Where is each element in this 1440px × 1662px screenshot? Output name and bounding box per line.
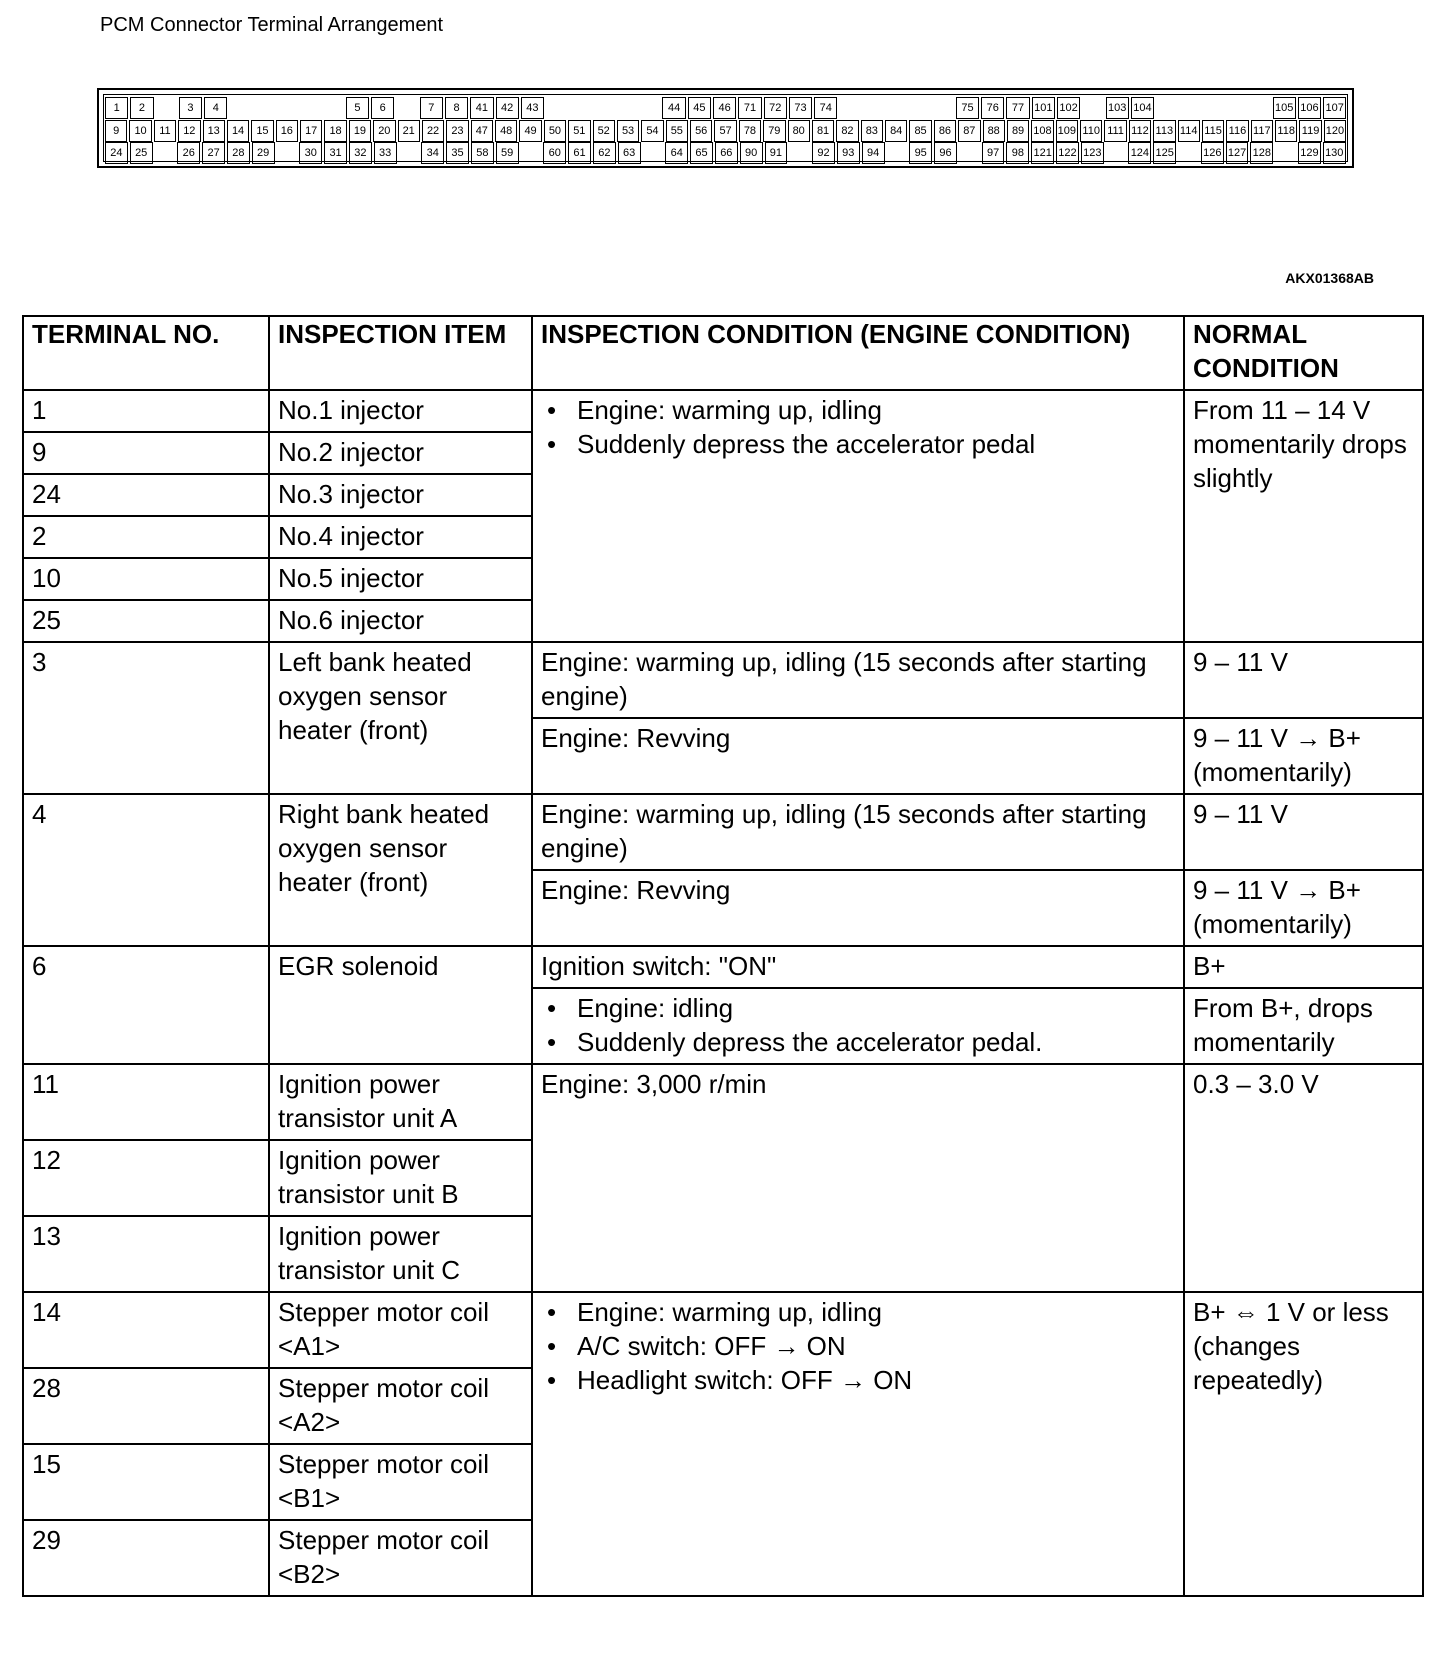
connector-pin: 12 [178,120,200,142]
header-terminal-no: TERMINAL NO. [23,316,269,390]
connector-gap [1275,142,1296,164]
connector-pin: 59 [496,142,519,164]
normal-condition: 9 – 11 V → B+ (momentarily) [1184,870,1423,946]
connector-pin: 115 [1202,120,1224,142]
terminal-inspection-table [22,315,1424,1597]
connector-pin: 80 [788,120,810,142]
connector-pin: 82 [836,120,858,142]
terminal-no: 1 [23,390,269,432]
connector-pin: 3 [179,97,202,119]
inspection-condition: Engine: warming up, idling (15 seconds after starting engine) [532,642,1184,718]
connector-pin: 127 [1226,142,1249,164]
connector-pin: 84 [885,120,907,142]
connector-pin: 112 [1129,120,1151,142]
connector-gap [276,97,297,119]
connector-pin: 118 [1275,120,1297,142]
condition-bullet: • Engine: idling [541,991,1175,1025]
page-title: PCM Connector Terminal Arrangement [100,14,444,36]
terminal-no: 4 [23,794,269,946]
connector-pin: 65 [690,142,713,164]
connector-pin: 35 [446,142,469,164]
connector-gap [521,142,542,164]
connector-pin: 76 [981,97,1004,119]
connector-pin: 17 [300,120,322,142]
normal-condition: 9 – 11 V [1184,794,1423,870]
inspection-item: Stepper motor coil <B1> [269,1444,532,1520]
connector-pin: 53 [617,120,639,142]
inspection-item: No.5 injector [269,558,532,600]
connector-pin: 10 [129,120,151,142]
connector-pin: 90 [740,142,763,164]
connector-gap [593,97,614,119]
inspection-item: No.3 injector [269,474,532,516]
inspection-item: Right bank heated oxygen sensor heater (front) [269,794,532,946]
inspection-item: Ignition power transistor unit A [269,1064,532,1140]
connector-gap [253,97,274,119]
connector-pin: 46 [713,97,736,119]
connector-pin: 18 [324,120,346,142]
connector-gap [959,142,980,164]
connector-gap [789,142,810,164]
connector-pin: 5 [346,97,369,119]
inspection-item: Ignition power transistor unit C [269,1216,532,1292]
connector-gap [643,142,664,164]
inspection-item: Stepper motor coil <B2> [269,1520,532,1596]
inspection-item: No.4 injector [269,516,532,558]
connector-pin: 42 [496,97,519,119]
connector-pin: 122 [1056,142,1079,164]
connector-pin: 6 [371,97,394,119]
table-row [23,390,1423,432]
normal-condition: 9 – 11 V [1184,642,1423,718]
inspection-item: Stepper motor coil <A1> [269,1292,532,1368]
connector-pin: 125 [1153,142,1176,164]
connector-pin: 111 [1104,120,1126,142]
connector-pin: 23 [446,120,468,142]
connector-gap [155,142,176,164]
connector-pin: 93 [837,142,860,164]
connector-pin: 91 [765,142,788,164]
connector-pin: 96 [934,142,957,164]
connector-gap [1082,97,1103,119]
inspection-condition [532,1292,1184,1596]
connector-pin: 22 [422,120,444,142]
table-row [23,1064,1423,1140]
inspection-condition: Engine: warming up, idling (15 seconds after starting engine) [532,794,1184,870]
connector-pin: 47 [471,120,493,142]
connector-pin: 2 [130,97,153,119]
connector-pin: 66 [715,142,738,164]
connector-pin: 74 [814,97,837,119]
connector-pin: 52 [593,120,615,142]
connector-gap [1178,142,1199,164]
connector-pin: 102 [1057,97,1080,119]
connector-gap [886,97,907,119]
connector-pin: 71 [738,97,761,119]
connector-pin: 54 [641,120,663,142]
connector-pin: 44 [662,97,685,119]
inspection-item: Stepper motor coil <A2> [269,1368,532,1444]
connector-gap [863,97,884,119]
connector-pin: 58 [471,142,494,164]
terminal-no: 15 [23,1444,269,1520]
connector-gap [639,97,660,119]
connector-pin: 11 [154,120,176,142]
header-inspection-item: INSPECTION ITEM [269,316,532,390]
terminal-no: 11 [23,1064,269,1140]
connector-pin: 89 [1007,120,1029,142]
connector-pin: 1 [105,97,128,119]
connector-gap [156,97,177,119]
inspection-item: Left bank heated oxygen sensor heater (front) [269,642,532,794]
normal-condition: B+ [1184,946,1423,988]
figure-code: AKX01368AB [1285,270,1374,286]
connector-pin: 123 [1081,142,1104,164]
connector-pin: 15 [251,120,273,142]
inspection-item: No.6 injector [269,600,532,642]
connector-pin: 113 [1153,120,1175,142]
connector-gap [839,97,860,119]
table-row [23,642,1423,718]
connector-pin: 75 [956,97,979,119]
connector-pin: 62 [593,142,616,164]
connector-pin: 79 [763,120,785,142]
connector-pin: 61 [568,142,591,164]
connector-pin: 64 [665,142,688,164]
terminal-no: 29 [23,1520,269,1596]
header-normal-condition: NORMAL CONDITION [1184,316,1423,390]
inspection-condition [532,988,1184,1064]
connector-gap [1203,97,1224,119]
connector-pin: 14 [227,120,249,142]
connector-row-3 [104,142,1347,164]
connector-pin: 85 [909,120,931,142]
terminal-no: 9 [23,432,269,474]
connector-pin: 114 [1178,120,1200,142]
connector-pin: 7 [420,97,443,119]
connector-pin: 130 [1323,142,1346,164]
connector-pin: 57 [714,120,736,142]
connector-pin: 105 [1273,97,1296,119]
connector-pin: 48 [495,120,517,142]
normal-condition: From 11 – 14 V momentarily drops slightly [1184,390,1423,642]
connector-gap [569,97,590,119]
connector-pin: 30 [299,142,322,164]
connector-pin: 24 [105,142,128,164]
connector-pin: 92 [812,142,835,164]
connector-pin: 73 [789,97,812,119]
table-row [23,1292,1423,1368]
inspection-item: No.1 injector [269,390,532,432]
connector-gap [1226,97,1247,119]
table-row [23,794,1423,870]
connector-gap [399,142,420,164]
condition-bullet: • A/C switch: OFF → ON [541,1329,1175,1363]
condition-bullet: • Suddenly depress the accelerator pedal [541,427,1175,461]
connector-pin: 88 [983,120,1005,142]
normal-condition: B+ ⇔ 1 V or less (changes repeatedly) [1184,1292,1423,1596]
pcm-connector-diagram [97,88,1354,168]
connector-pin: 20 [373,120,395,142]
connector-pin: 29 [252,142,275,164]
connector-pin: 56 [690,120,712,142]
connector-gap [1179,97,1200,119]
connector-pin: 21 [398,120,420,142]
connector-pin: 13 [203,120,225,142]
connector-pin: 63 [618,142,641,164]
connector-pin: 126 [1201,142,1224,164]
terminal-no: 3 [23,642,269,794]
connector-gap [1106,142,1127,164]
inspection-item: EGR solenoid [269,946,532,1064]
connector-pin: 25 [130,142,153,164]
terminal-no: 10 [23,558,269,600]
connector-pin: 9 [105,120,127,142]
normal-condition: 0.3 – 3.0 V [1184,1064,1423,1292]
connector-pin: 72 [764,97,787,119]
connector-pin: 107 [1323,97,1346,119]
connector-pin: 26 [177,142,200,164]
connector-pin: 95 [909,142,932,164]
connector-gap [616,97,637,119]
connector-pin: 121 [1031,142,1054,164]
connector-pin: 116 [1226,120,1248,142]
connector-pin: 43 [521,97,544,119]
connector-pin: 87 [958,120,980,142]
connector-pin: 49 [519,120,541,142]
connector-pin: 55 [666,120,688,142]
table-row [23,946,1423,988]
normal-condition: 9 – 11 V → B+ (momentarily) [1184,718,1423,794]
condition-bullet: • Engine: warming up, idling [541,393,1175,427]
connector-pin: 60 [543,142,566,164]
connector-gap [396,97,417,119]
terminal-no: 6 [23,946,269,1064]
connector-pin: 108 [1031,120,1053,142]
condition-bullet: • Suddenly depress the accelerator pedal. [541,1025,1175,1059]
connector-pin: 28 [227,142,250,164]
connector-gap [277,142,298,164]
terminal-no: 28 [23,1368,269,1444]
inspection-condition: Ignition switch: "ON" [532,946,1184,988]
inspection-item: No.2 injector [269,432,532,474]
connector-pin: 110 [1080,120,1102,142]
connector-row-2 [104,120,1347,142]
connector-pin: 104 [1131,97,1154,119]
connector-pin: 86 [934,120,956,142]
connector-gap [933,97,954,119]
connector-pin: 45 [688,97,711,119]
connector-pin: 19 [349,120,371,142]
connector-row-1 [104,97,1347,119]
connector-pin: 78 [739,120,761,142]
connector-pin: 8 [445,97,468,119]
condition-bullet: • Engine: warming up, idling [541,1295,1175,1329]
connector-pin: 33 [374,142,397,164]
terminal-no: 14 [23,1292,269,1368]
inspection-condition [532,390,1184,642]
connector-pin: 109 [1056,120,1078,142]
connector-pin: 98 [1006,142,1029,164]
connector-pin: 50 [544,120,566,142]
connector-pin: 119 [1299,120,1321,142]
connector-pin: 117 [1251,120,1273,142]
connector-pin: 27 [202,142,225,164]
table-header-row [23,316,1423,390]
connector-gap [909,97,930,119]
connector-pin: 77 [1006,97,1029,119]
terminal-no: 13 [23,1216,269,1292]
connector-gap [299,97,320,119]
connector-gap [1249,97,1270,119]
normal-condition: From B+, drops momentarily [1184,988,1423,1064]
terminal-no: 25 [23,600,269,642]
connector-pin: 4 [204,97,227,119]
connector-gap [1156,97,1177,119]
header-inspection-condition: INSPECTION CONDITION (ENGINE CONDITION) [532,316,1184,390]
connector-pin: 16 [276,120,298,142]
terminal-no: 24 [23,474,269,516]
connector-pin: 128 [1250,142,1273,164]
inspection-condition: Engine: Revving [532,870,1184,946]
connector-pin: 31 [324,142,347,164]
connector-pin: 94 [862,142,885,164]
terminal-no: 12 [23,1140,269,1216]
inspection-condition: Engine: 3,000 r/min [532,1064,1184,1292]
connector-gap [546,97,567,119]
connector-pin: 124 [1128,142,1151,164]
connector-gap [323,97,344,119]
connector-gap [229,97,250,119]
connector-pin: 120 [1324,120,1346,142]
inspection-item: Ignition power transistor unit B [269,1140,532,1216]
connector-pin: 32 [349,142,372,164]
connector-pin: 101 [1032,97,1055,119]
connector-pin: 34 [421,142,444,164]
connector-gap [887,142,908,164]
connector-pin: 41 [470,97,493,119]
connector-pin: 81 [812,120,834,142]
connector-pin: 51 [568,120,590,142]
connector-pin: 106 [1298,97,1321,119]
terminal-no: 2 [23,516,269,558]
condition-bullet: • Headlight switch: OFF → ON [541,1363,1175,1397]
connector-pin: 103 [1106,97,1129,119]
connector-pin: 83 [861,120,883,142]
connector-pin: 129 [1298,142,1321,164]
connector-pin: 97 [982,142,1005,164]
inspection-condition: Engine: Revving [532,718,1184,794]
